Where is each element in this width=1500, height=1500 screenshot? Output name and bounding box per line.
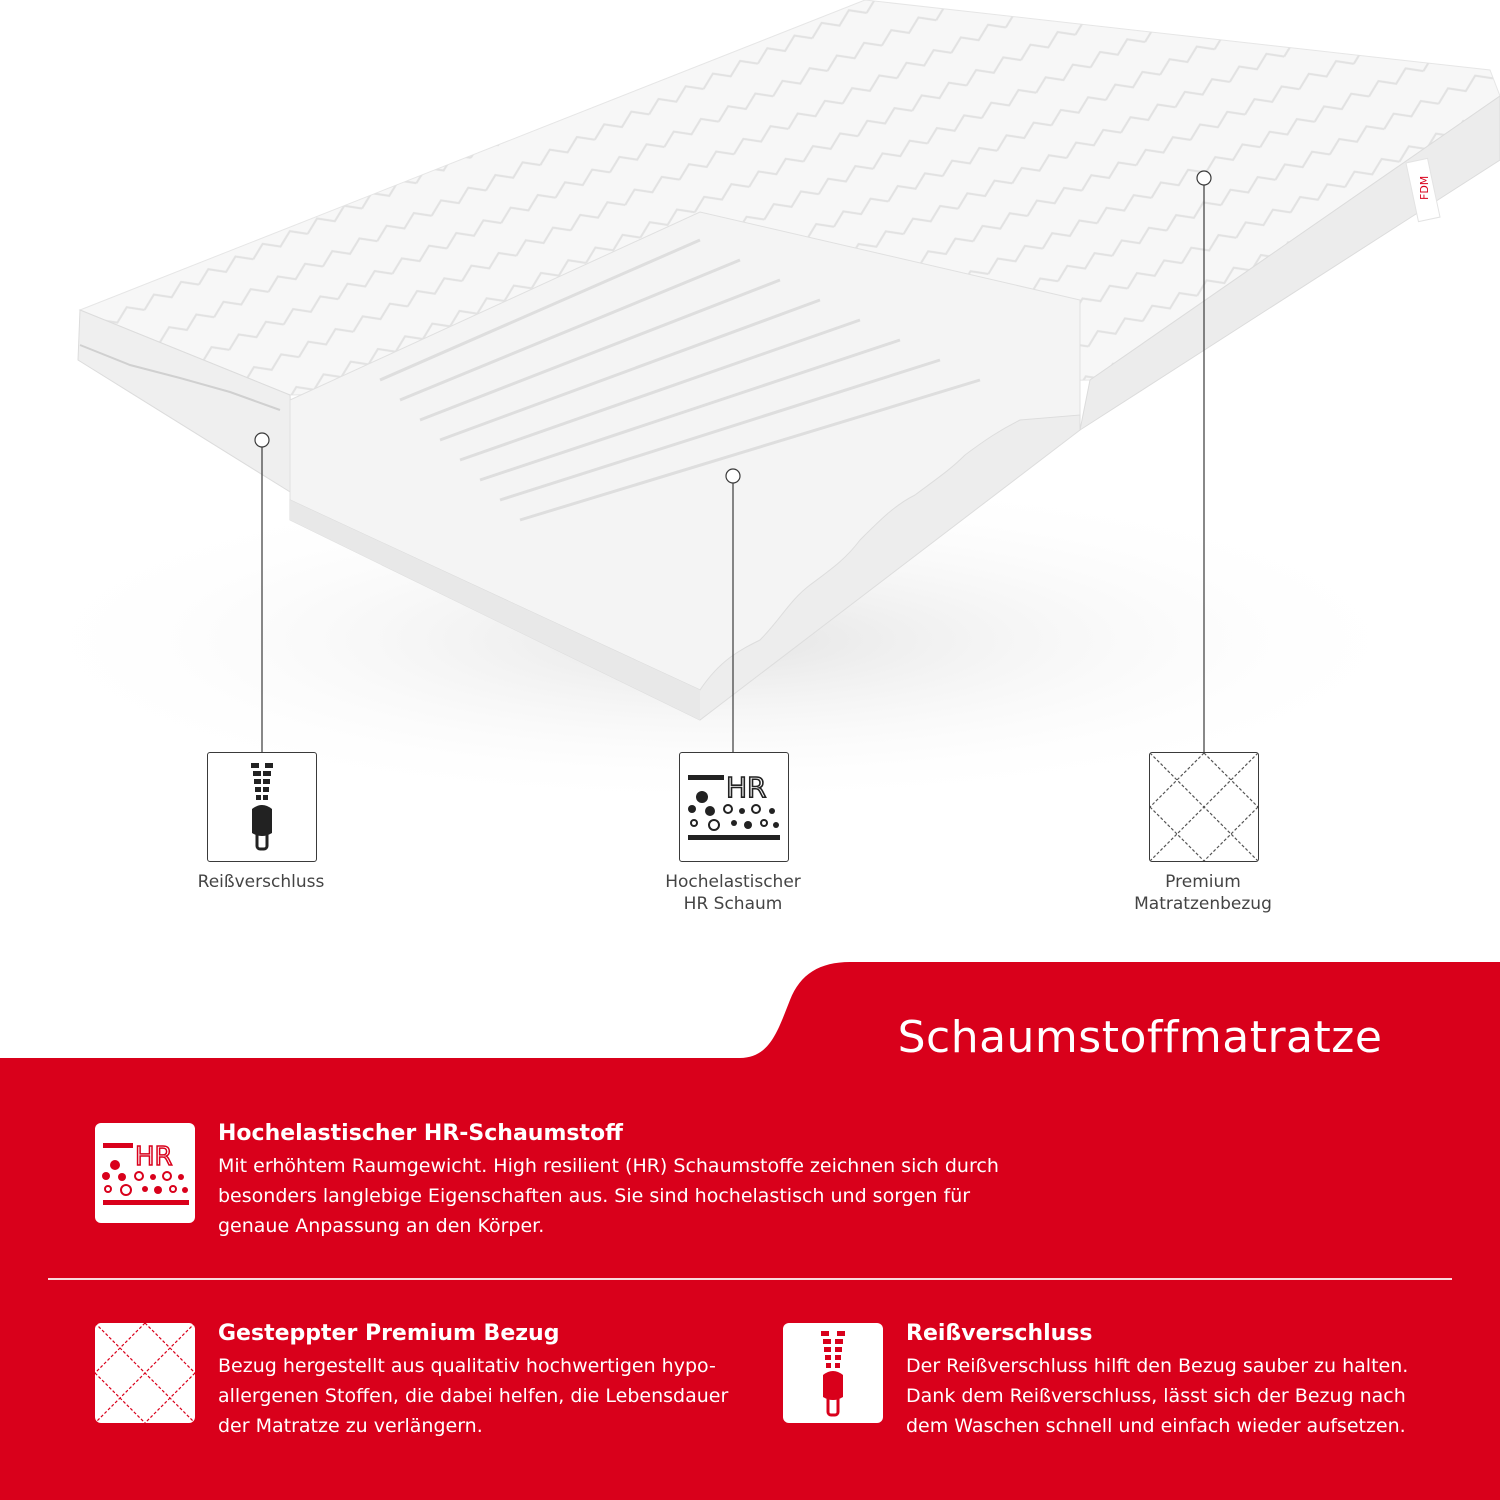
caption-zipper xyxy=(131,871,391,893)
zipper-feature-box xyxy=(207,752,317,862)
detail-line: Mit erhöhtem Raumgewicht. High resilient (HR) Schaumstoffe zeichnen sich durch xyxy=(218,1155,999,1177)
caption-line: Reißverschluss xyxy=(197,872,325,892)
detail-line: genaue Anpassung an den Körper. xyxy=(218,1215,545,1237)
hr-foam-icon xyxy=(680,753,788,861)
detail-line: dem Waschen schnell und einfach wieder aufsetzen. xyxy=(906,1415,1406,1437)
caption-line: HR Schaum xyxy=(683,894,783,914)
quilted-cover-icon xyxy=(95,1323,195,1423)
zipper-detail-title: Reißverschluss xyxy=(906,1321,1093,1346)
detail-line: besonders langlebige Eigenschaften aus. Sie sind hochelastisch und sorgen für xyxy=(218,1185,971,1207)
caption-line: Hochelastischer xyxy=(665,872,801,892)
hr-foam-detail-title: Hochelastischer HR-Schaumstoff xyxy=(218,1121,623,1146)
quilted-cover-icon xyxy=(1150,753,1258,861)
brand-tag-label: FDM xyxy=(1418,175,1431,200)
detail-line: allergenen Stoffen, die dabei helfen, die Lebensdauer xyxy=(218,1385,729,1407)
hr-foam-feature-box xyxy=(679,752,789,862)
zipper-detail-icon xyxy=(783,1323,883,1423)
caption-line: Premium xyxy=(1165,872,1241,892)
hr-foam-icon xyxy=(95,1123,195,1223)
caption-line: Matratzenbezug xyxy=(1134,894,1272,914)
detail-line: der Matratze zu verlängern. xyxy=(218,1415,483,1437)
quilted-cover-feature-box xyxy=(1149,752,1259,862)
cover-detail-title: Gesteppter Premium Bezug xyxy=(218,1321,560,1346)
hr-label: HR xyxy=(726,771,767,804)
hr-foam-detail-icon xyxy=(95,1123,195,1223)
detail-line: Bezug hergestellt aus qualitativ hochwertigen hypo- xyxy=(218,1355,716,1377)
detail-line: Der Reißverschluss hilft den Bezug sauber zu halten. xyxy=(906,1355,1409,1377)
caption-hr-foam xyxy=(603,871,863,915)
caption-cover xyxy=(1073,871,1333,915)
zipper-icon xyxy=(783,1323,883,1423)
band-divider xyxy=(48,1278,1452,1280)
zipper-detail-text xyxy=(906,1351,1408,1441)
quilted-cover-detail-icon xyxy=(95,1323,195,1423)
hr-label: HR xyxy=(135,1142,173,1172)
band-title: Schaumstoffmatratze xyxy=(897,1012,1383,1063)
cover-detail-text xyxy=(218,1351,728,1441)
detail-line: Dank dem Reißverschluss, lässt sich der Bezug nach xyxy=(906,1385,1406,1407)
zipper-icon xyxy=(208,753,316,861)
hr-foam-detail-text xyxy=(218,1151,999,1241)
